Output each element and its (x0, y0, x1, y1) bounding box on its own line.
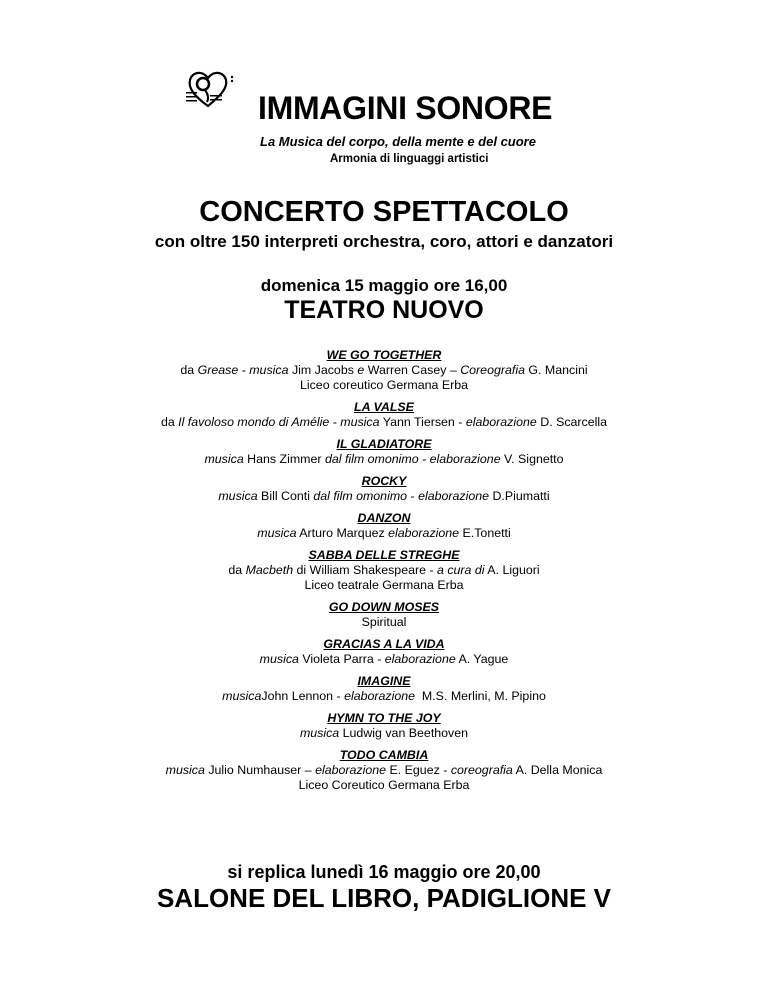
credit-segment: da (228, 563, 246, 577)
credit-segment: Bill Conti (257, 489, 314, 503)
credit-segment: da (160, 415, 179, 429)
program-item (0, 400, 768, 430)
credit-segment: dal film omonimo (313, 489, 408, 503)
credit-segment: A. Liguori (484, 563, 540, 577)
credit-segment: E.Tonetti (459, 526, 511, 540)
program-item-credit (0, 578, 768, 593)
program-item-credit (0, 363, 768, 378)
credit-segment: Spiritual (361, 615, 407, 629)
credit-segment: Coreografia (460, 363, 525, 377)
program-item-credit (0, 415, 768, 430)
logo-icon (186, 68, 244, 110)
program-item-credit (0, 489, 768, 504)
credit-segment: elaborazione (315, 763, 387, 777)
program-item-credit (0, 763, 768, 778)
program-item-credit (0, 615, 768, 630)
event-venue: TEATRO NUOVO (284, 296, 484, 324)
credit-segment: A. Yague (455, 652, 509, 666)
program-item-title: IMAGINE (357, 674, 411, 688)
credit-segment: V. Signetto (500, 452, 564, 466)
program-item-credit (0, 778, 768, 793)
event-subtitle: con oltre 150 interpreti orchestra, coro, attori e danzatori (154, 232, 614, 251)
credit-segment: Julio Numhauser – (204, 763, 316, 777)
credit-segment: A. Della Monica (512, 763, 603, 777)
credit-segment: a cura di (437, 563, 485, 577)
replica-venue: SALONE DEL LIBRO, PADIGLIONE V (156, 883, 612, 913)
program-item-title: DANZON (357, 511, 411, 525)
credit-segment: dal film omonimo - elaborazione (324, 452, 501, 466)
program-item (0, 674, 768, 704)
program-item-title: GRACIAS A LA VIDA (323, 637, 445, 651)
header-subtitle: La Musica del corpo, della mente e del cuore (260, 134, 536, 149)
credit-segment: Warren Casey – (364, 363, 461, 377)
credit-segment: Il favoloso mondo di Amélie - musica (178, 415, 380, 429)
program-item-credit (0, 652, 768, 667)
event-title: CONCERTO SPETTACOLO (199, 196, 569, 228)
program-item (0, 511, 768, 541)
program-item-title: HYMN TO THE JOY (327, 711, 441, 725)
credit-segment: elaborazione (344, 689, 416, 703)
program-item-title: WE GO TOGETHER (326, 348, 442, 362)
credit-segment: Liceo coreutico Germana Erba (299, 378, 469, 392)
program-item-credit (0, 452, 768, 467)
credit-segment: Yann Tiersen - (379, 415, 466, 429)
credit-segment: elaborazione (418, 489, 490, 503)
program-item (0, 437, 768, 467)
program-item-credit (0, 563, 768, 578)
credit-segment: musica (165, 763, 205, 777)
credit-segment: E. Eguez - (386, 763, 451, 777)
credit-segment: musica (259, 652, 299, 666)
credit-segment: di William Shakespeare - (293, 563, 438, 577)
credit-segment: Jim Jacobs (288, 363, 358, 377)
credit-segment: D. Scarcella (536, 415, 608, 429)
credit-segment: elaborazione (465, 415, 537, 429)
credit-segment: Grease - musica (197, 363, 289, 377)
credit-segment: Ludwig van Beethoven (339, 726, 469, 740)
credit-segment: musica (299, 726, 340, 740)
credit-segment: John Lennon - (261, 689, 345, 703)
program-item (0, 711, 768, 741)
replica-date: si replica lunedì 16 maggio ore 20,00 (227, 862, 541, 882)
credit-segment: Hans Zimmer (243, 452, 325, 466)
program-item-title: LA VALSE (354, 400, 414, 414)
event-date: domenica 15 maggio ore 16,00 (260, 276, 508, 295)
program-item-title: ROCKY (361, 474, 407, 488)
credit-segment: - (407, 489, 419, 503)
credit-segment: musica (204, 452, 244, 466)
program-item (0, 474, 768, 504)
credit-segment: Arturo Marquez (296, 526, 389, 540)
credit-segment: elaborazione (384, 652, 456, 666)
credit-segment: coreografia (450, 763, 513, 777)
credit-segment: Violeta Parra - (298, 652, 385, 666)
program-item-title: IL GLADIATORE (336, 437, 432, 451)
credit-segment: Liceo teatrale Germana Erba (304, 578, 464, 592)
program-item-title: SABBA DELLE STREGHE (308, 548, 460, 562)
credit-segment: Liceo Coreutico Germana Erba (298, 778, 470, 792)
program-item-credit (0, 726, 768, 741)
program-item-title: GO DOWN MOSES (328, 600, 440, 614)
program-item (0, 600, 768, 630)
credit-segment: Macbeth (245, 563, 294, 577)
program-item-credit (0, 689, 768, 704)
credit-segment: musica (222, 689, 262, 703)
credit-segment: G. Mancini (524, 363, 588, 377)
program-item (0, 637, 768, 667)
program-item (0, 348, 768, 393)
program-item (0, 548, 768, 593)
program-item-title: TODO CAMBIA (339, 748, 429, 762)
page-title: IMMAGINI SONORE (258, 90, 553, 126)
credit-segment: e (357, 363, 365, 377)
credit-segment: D.Piumatti (489, 489, 550, 503)
credit-segment: M.S. Merlini, M. Pipino (415, 689, 546, 703)
credit-segment: da (180, 363, 198, 377)
program-list (0, 348, 768, 800)
credit-segment: musica (257, 526, 297, 540)
program-item-credit (0, 378, 768, 393)
credit-segment: musica (218, 489, 258, 503)
program-item-credit (0, 526, 768, 541)
credit-segment: elaborazione (388, 526, 460, 540)
program-item (0, 748, 768, 793)
header-tagline: Armonia di linguaggi artistici (330, 153, 489, 165)
